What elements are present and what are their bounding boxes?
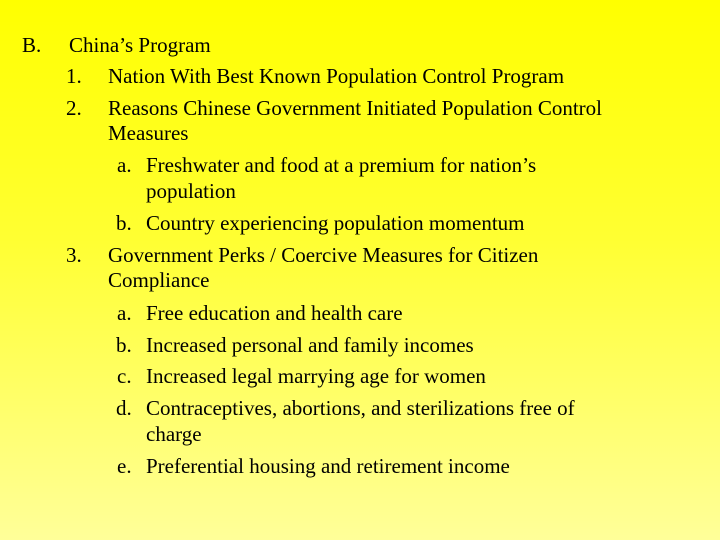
item-3d-text-line1: Contraceptives, abortions, and sterilizations free of: [146, 396, 575, 420]
item-3b-text: Increased personal and family incomes: [146, 333, 474, 357]
item-2-marker: 2.: [66, 96, 82, 120]
item-3a-text: Free education and health care: [146, 301, 403, 325]
item-2-text-line2: Measures: [108, 121, 189, 145]
section-marker: B.: [22, 33, 42, 57]
item-2b-text: Country experiencing population momentum: [146, 211, 525, 235]
item-1-marker: 1.: [66, 64, 82, 88]
item-3c-marker: c.: [117, 364, 132, 388]
item-3e-text: Preferential housing and retirement income: [146, 454, 510, 478]
item-3-marker: 3.: [66, 243, 82, 267]
item-2a-marker: a.: [117, 153, 132, 177]
item-3d-marker: d.: [116, 396, 132, 420]
item-3c-text: Increased legal marrying age for women: [146, 364, 486, 388]
section-title: China’s Program: [69, 33, 211, 57]
item-2-text-line1: Reasons Chinese Government Initiated Population Control: [108, 96, 603, 120]
item-2b-marker: b.: [116, 211, 132, 235]
item-2a-text-line1: Freshwater and food at a premium for nation’s: [146, 153, 537, 177]
item-2a-text-line2: population: [146, 179, 236, 203]
item-1-text: Nation With Best Known Population Control Program: [108, 64, 565, 88]
item-3-text-line2: Compliance: [108, 268, 210, 292]
item-3b-marker: b.: [116, 333, 132, 357]
item-3a-marker: a.: [117, 301, 132, 325]
item-3e-marker: e.: [117, 454, 132, 478]
item-3-text-line1: Government Perks / Coercive Measures for Citizen: [108, 243, 539, 267]
item-3d-text-line2: charge: [146, 422, 202, 446]
